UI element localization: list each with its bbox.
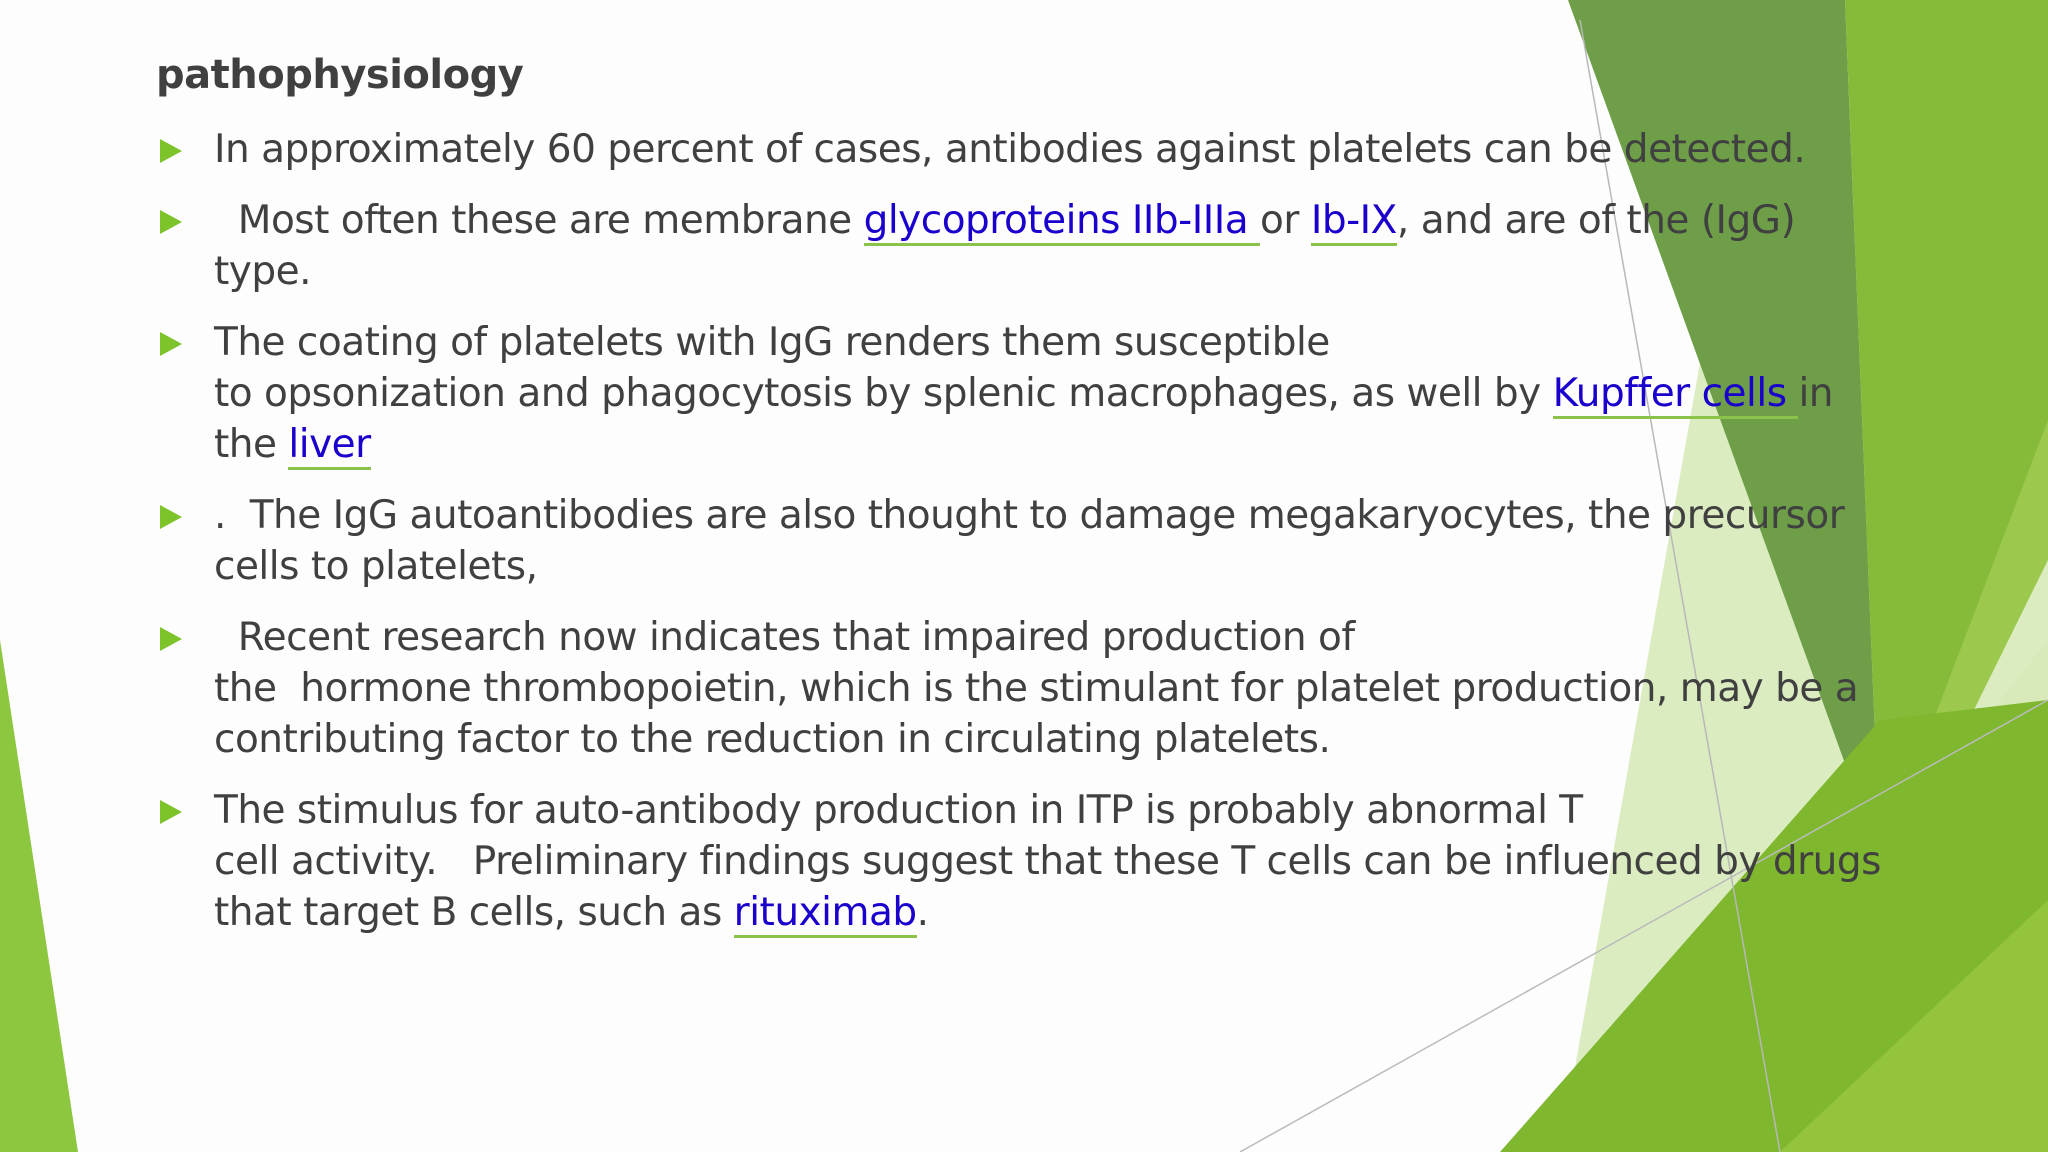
text-segment: . The IgG autoantibodies are also thought to damage megakaryocytes, the precursor (214, 493, 1845, 538)
triangle-right-icon (158, 209, 184, 235)
text-segment: that target B cells, such as (214, 890, 734, 935)
bullet-line (214, 785, 1956, 836)
slide-title: pathophysiology (156, 52, 524, 98)
bullet-line (214, 490, 1956, 541)
text-segment: , and are of the (IgG) (1396, 198, 1796, 243)
bullet-line (214, 195, 1956, 246)
hyperlink[interactable]: rituximab (734, 890, 917, 938)
bullet-line (214, 419, 1956, 470)
triangle-right-icon (158, 504, 184, 530)
text-segment: or (1260, 198, 1311, 243)
text-segment: In approximately 60 percent of cases, antibodies against platelets can be detected. (214, 127, 1806, 172)
bullet-item (156, 490, 1956, 592)
triangle-right-icon (158, 799, 184, 825)
bullet-list (156, 124, 1956, 958)
bullet-line (214, 612, 1956, 663)
text-segment: type. (214, 249, 312, 294)
hyperlink[interactable]: Ib-IX (1311, 198, 1397, 246)
bullet-item (156, 612, 1956, 765)
text-segment: to opsonization and phagocytosis by splenic macrophages, as well by (214, 371, 1553, 416)
bullet-item (156, 317, 1956, 470)
bullet-line (214, 541, 1956, 592)
bullet-item (156, 785, 1956, 938)
bullet-item (156, 195, 1956, 297)
bullet-line (214, 714, 1956, 765)
bullet-line (214, 124, 1956, 175)
triangle-right-icon (158, 331, 184, 357)
bullet-line (214, 317, 1956, 368)
text-segment: cell activity. Preliminary findings suggest that these T cells can be influenced by drugs (214, 839, 1881, 884)
bullet-line (214, 246, 1956, 297)
bullet-line (214, 836, 1956, 887)
triangle-right-icon (158, 626, 184, 652)
hyperlink[interactable]: Kupffer cells (1553, 371, 1799, 419)
text-segment: the (214, 422, 289, 467)
hyperlink[interactable]: liver (288, 422, 370, 470)
text-segment: Most often these are membrane (214, 198, 864, 243)
text-segment: . (916, 890, 929, 935)
text-segment: Recent research now indicates that impaired production of (214, 615, 1355, 660)
bullet-line (214, 887, 1956, 938)
text-segment: in (1798, 371, 1834, 416)
bullet-line (214, 663, 1956, 714)
text-segment: The coating of platelets with IgG renders them susceptible (214, 320, 1330, 365)
bullet-line (214, 368, 1956, 419)
text-segment: The stimulus for auto-antibody production in ITP is probably abnormal T (214, 788, 1583, 833)
text-segment: cells to platelets, (214, 544, 538, 589)
triangle-right-icon (158, 138, 184, 164)
bullet-item (156, 124, 1956, 175)
hyperlink[interactable]: glycoproteins IIb-IIIa (864, 198, 1260, 246)
text-segment: the hormone thrombopoietin, which is the stimulant for platelet production, may be a (214, 666, 1859, 711)
text-segment: contributing factor to the reduction in circulating platelets. (214, 717, 1331, 762)
